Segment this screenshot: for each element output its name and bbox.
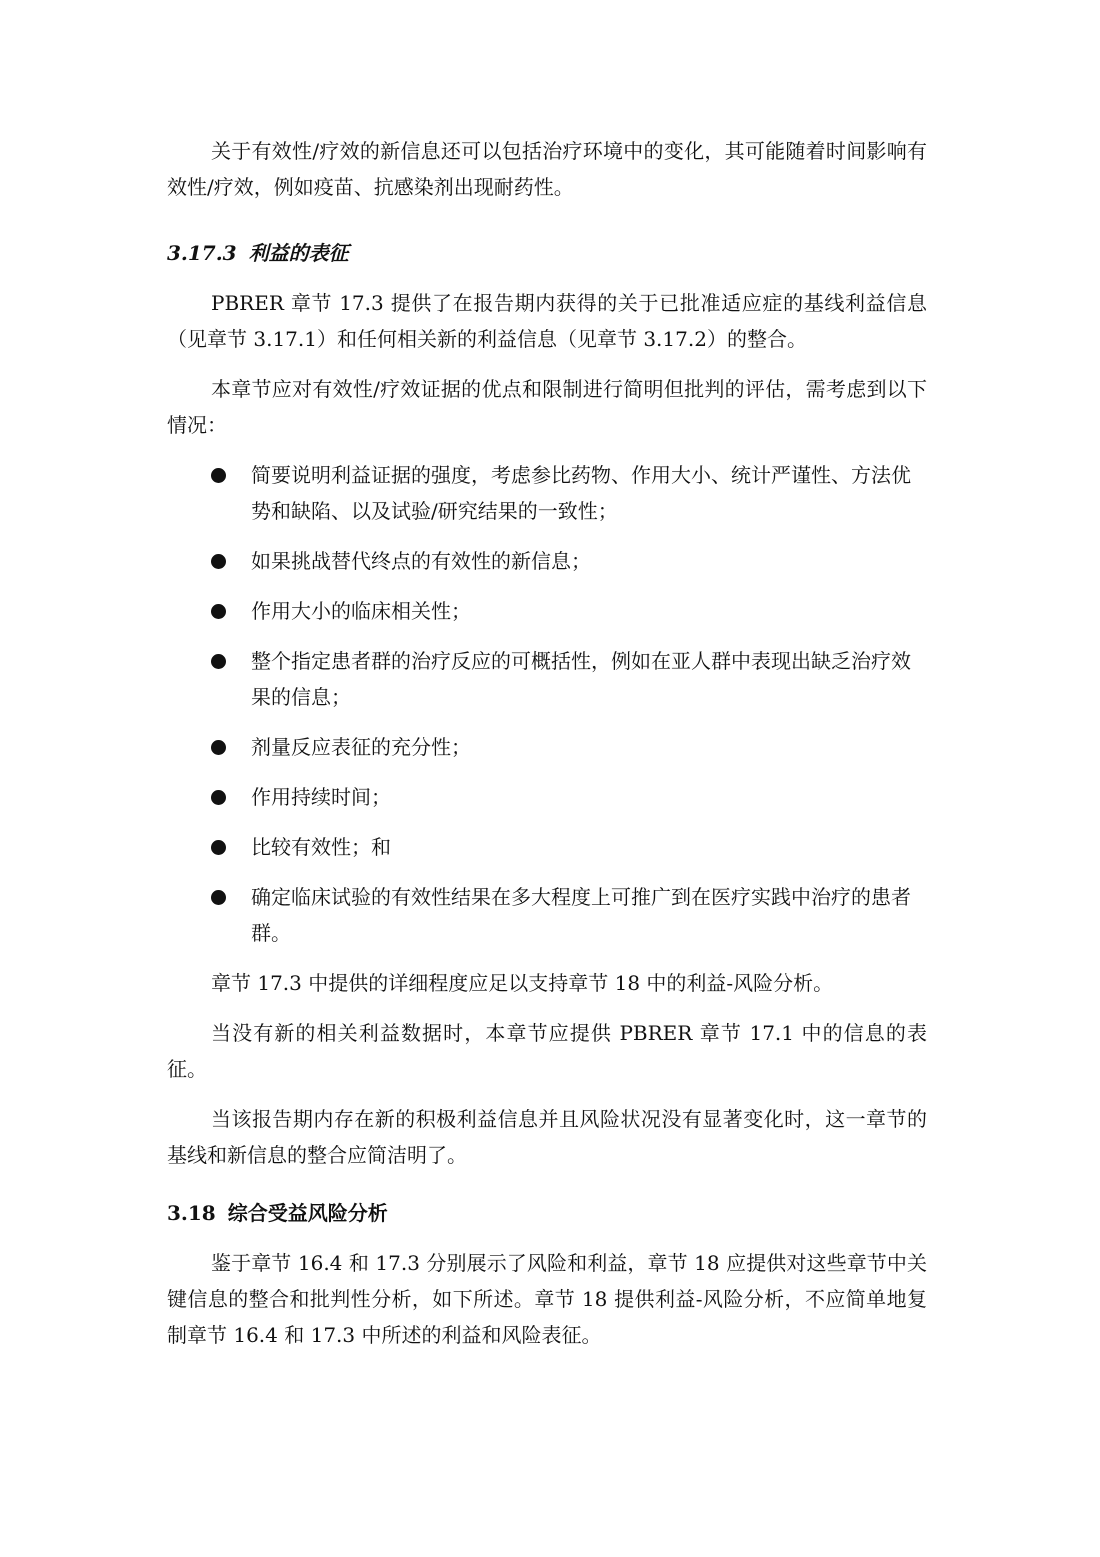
section-number: 3.18 [167, 1201, 216, 1225]
list-item-text: 确定临床试验的有效性结果在多大程度上可推广到在医疗实践中治疗的患者群。 [251, 885, 911, 945]
bullet-icon [211, 604, 226, 619]
section-title: 利益的表征 [248, 241, 349, 265]
bullet-icon [211, 890, 226, 905]
list-item [167, 829, 927, 865]
bullet-icon [211, 790, 226, 805]
list-item-text: 作用大小的临床相关性； [251, 599, 471, 623]
list-item [167, 879, 927, 951]
section-title: 综合受益风险分析 [227, 1201, 388, 1225]
section-number: 3.17.3 [167, 241, 237, 265]
list-item [167, 779, 927, 815]
body-paragraph: 本章节应对有效性/疗效证据的优点和限制进行简明但批判的评估，需考虑到以下情况： [167, 377, 927, 437]
section-heading-3-17-3 [167, 235, 927, 271]
body-paragraph: 当该报告期内存在新的积极利益信息并且风险状况没有显著变化时，这一章节的基线和新信息的整合应简洁明了。 [167, 1107, 927, 1167]
body-paragraph: 当没有新的相关利益数据时，本章节应提供 PBRER 章节 17.1 中的信息的表征。 [167, 1021, 927, 1081]
list-item [167, 643, 927, 715]
list-item-text: 整个指定患者群的治疗反应的可概括性，例如在亚人群中表现出缺乏治疗效果的信息； [251, 649, 911, 709]
section-heading-3-18 [167, 1195, 927, 1231]
body-paragraph: 鉴于章节 16.4 和 17.3 分别展示了风险和利益，章节 18 应提供对这些章节中关键信息的整合和批判性分析，如下所述。章节 18 提供利益-风险分析，不应简单地复制章节 16.4 和 17.3 中所述的利益和风险表征。 [167, 1251, 927, 1347]
list-item [167, 457, 927, 529]
list-item-text: 剂量反应表征的充分性； [251, 735, 471, 759]
list-item [167, 543, 927, 579]
list-item [167, 593, 927, 629]
list-item-text: 作用持续时间； [251, 785, 391, 809]
body-paragraph: 章节 17.3 中提供的详细程度应足以支持章节 18 中的利益-风险分析。 [211, 971, 834, 995]
list-item-text: 如果挑战替代终点的有效性的新信息； [251, 549, 591, 573]
list-item-text: 简要说明利益证据的强度，考虑参比药物、作用大小、统计严谨性、方法优势和缺陷、以及试验/研究结果的一致性； [251, 463, 911, 523]
bullet-list [167, 457, 927, 951]
intro-paragraph: 关于有效性/疗效的新信息还可以包括治疗环境中的变化，其可能随着时间影响有效性/疗效，例如疫苗、抗感染剂出现耐药性。 [167, 139, 927, 199]
bullet-icon [211, 840, 226, 855]
bullet-icon [211, 740, 226, 755]
page-content [167, 133, 927, 1353]
list-item-text: 比较有效性；和 [251, 835, 391, 859]
body-paragraph: PBRER 章节 17.3 提供了在报告期内获得的关于已批准适应症的基线利益信息（见章节 3.17.1）和任何相关新的利益信息（见章节 3.17.2）的整合。 [167, 291, 927, 351]
list-item [167, 729, 927, 765]
bullet-icon [211, 654, 226, 669]
bullet-icon [211, 554, 226, 569]
bullet-icon [211, 468, 226, 483]
